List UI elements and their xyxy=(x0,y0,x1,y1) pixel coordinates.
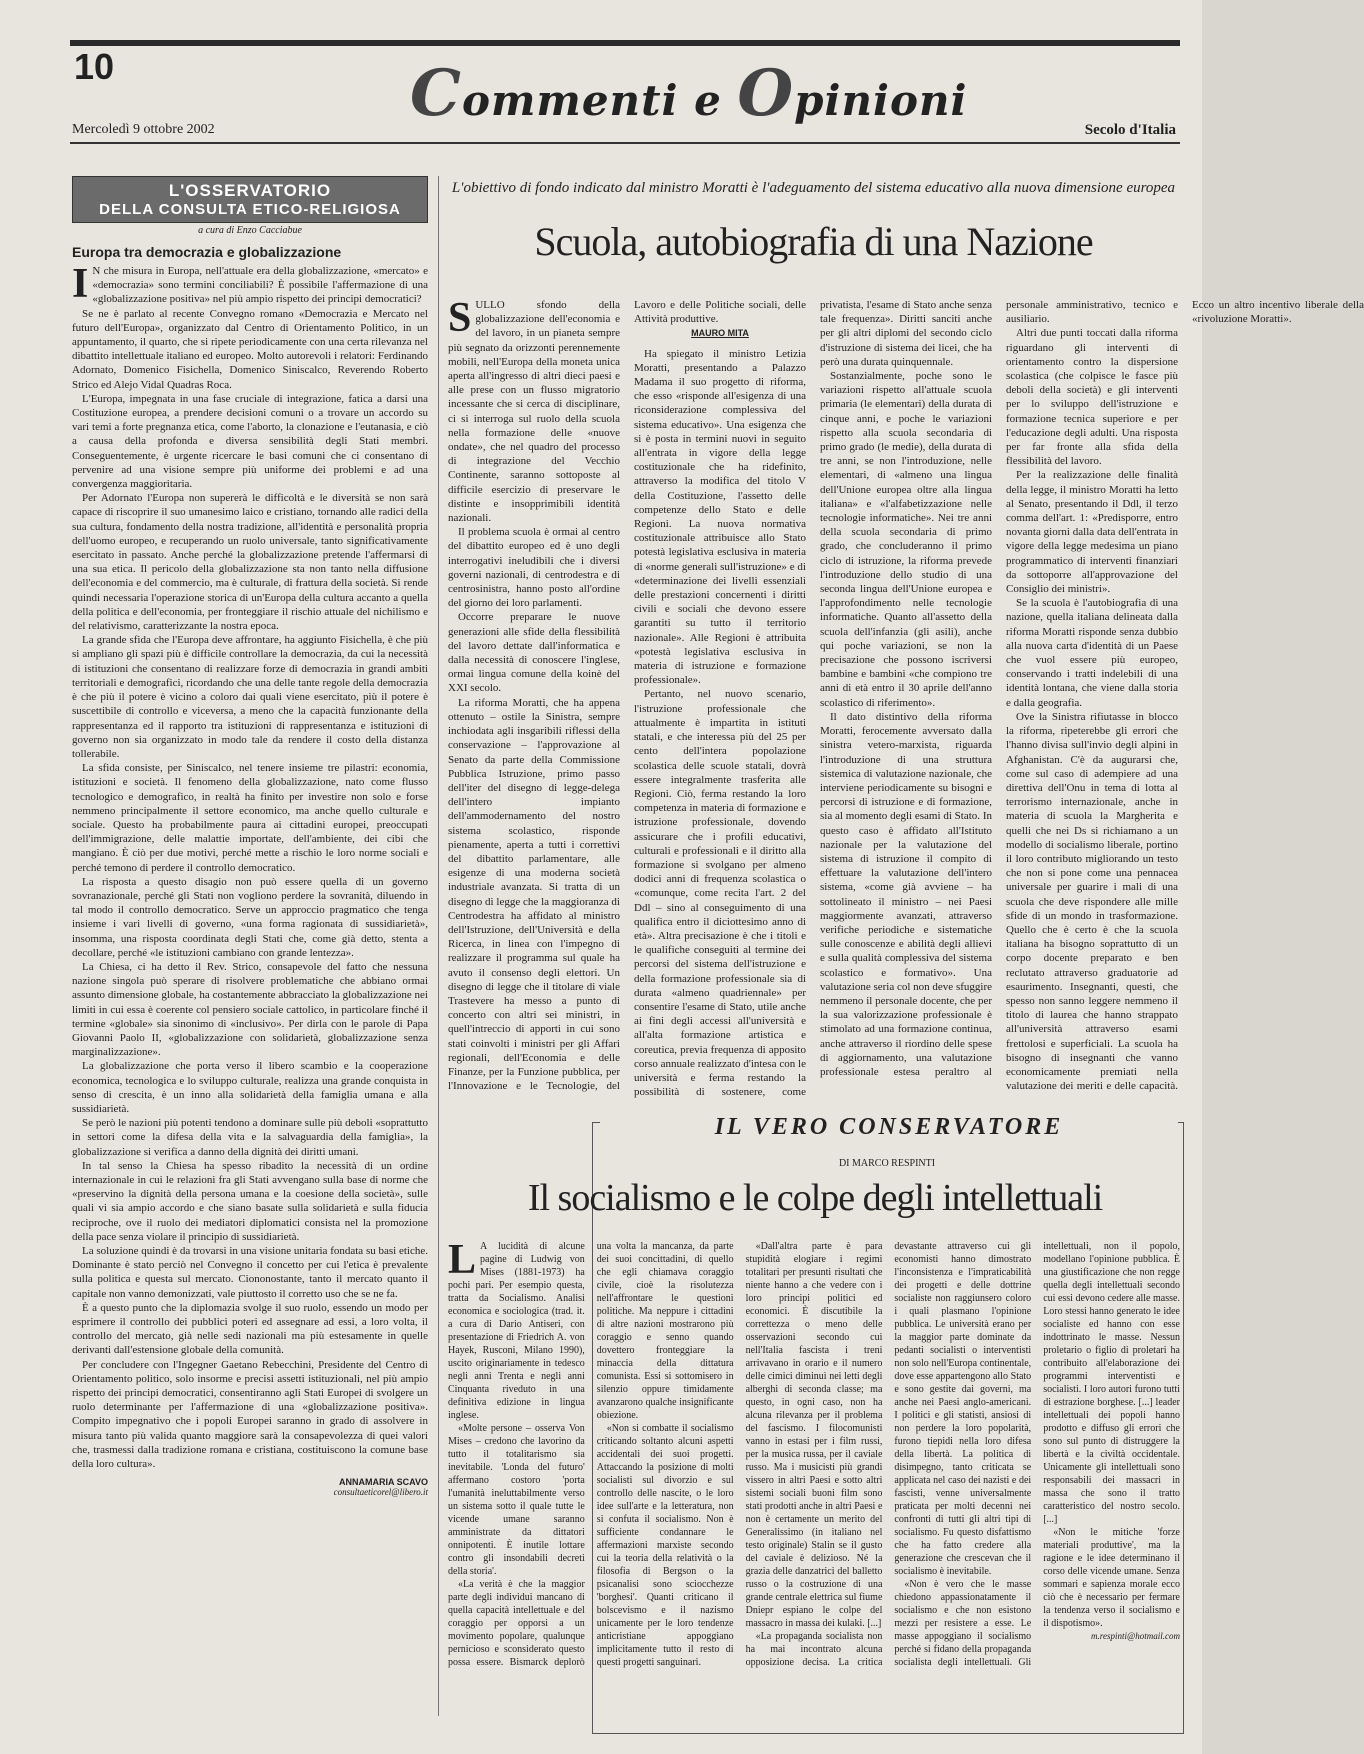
box-paragraph: «Dall'altra parte è para stupidità elogiare i regimi totalitari per presunti risultati che niente hanno a che vedere con i loro principi politici ed economici. È discutibile la correttezza o meno delle osservazioni secondo cui nell'Italia fascista i treni arrivavano in orario e il numero delle cimici diminuì nei letti degli alberghi di seconda classe; ma questo, in ogni caso, non ha alcuna rilevanza per il problema del fascismo. I filocomunisti vanno in estasi per i film russi, per la musica russa, per il caviale russo. Ma i musicisti più grandi vissero in altri Paesi e sotto altri sistemi sociali buoni film sono stati prodotti anche in altri Paesi e non è certamente un merito del Generalissimo (in italiano nel testo originale) Stalin se il gusto del caviale è delizioso. Né la grazia delle danzatrici del balletto russo o la costruzione di una grande centrale elettrica sul fiume Dniepr espiano le colpe del massacro in massa dei kulaki. [...] xyxy=(745,1241,883,1629)
main-paragraph: La riforma Moratti, che ha appena ottenuto – ostile la Sinistra, sempre inchiodata agli insgaribili riflessi della conservazione – l'approvazione al Senato da parte della Commissione Pubblica Istruzione, primo passo dell'iter del disegno di legge-delega dell'intero impianto dell'ammodernamento del nostro sistema scolastico, risponde pienamente, aperta a tutti i correttivi del dibattito parlamentare, alle esigenze di una moderna società industriale avanzata. Si tratta di un disegno di legge che la maggioranza di Centrodestra ha affidato al ministro dell'Istruzione, dell'Università e della Ricerca, in linea con l'impegno di realizzare il programma sul quale ha avuto il consenso degli elettori. Un disegno di legge che il titolare di viale Trastevere ha messo a punto di concerto con altri sei ministri, in quell'intreccio di apporti in cui sono stati coinvolti i ministri per gli Affari regionali, dell'Economia e delle Finanze, per la Funzione pubblica, per l'Innovazione e le Tecnologie, del Lavoro e delle Politiche sociali, delle Attività produttive. xyxy=(448,299,806,1093)
left-email: consultaeticorel@libero.it xyxy=(333,1487,428,1498)
main-paragraph: Ha spiegato il ministro Letizia Moratti, presentando a Palazzo Madama il suo progetto di riforma, che esso «risponde all'esigenza di una riconsiderazione complessiva del sistema educativo». Una esigenza che si è posta in termini nuovi in seguito all'entrata in vigore della legge costituzionale che ha ridefinito, attraverso la modifica del titolo V della Costituzione, l'assetto delle competenze dello Stato e delle Regioni. La nuova normativa costituzionale attribuisce allo Stato potestà legislativa esclusiva in materia di «norme generali sull'istruzione» e di «determinazione dei livelli essenziali delle prestazioni concernenti i diritti civili e sociali che devono essere garantiti su tutto il territorio nazionale». Alle Regioni è attribuita «potestà legislativa esclusiva in materia di istruzione e formazione professionale». xyxy=(634,347,806,687)
column-separator xyxy=(438,176,439,1716)
box-body xyxy=(448,1237,1180,1720)
main-paragraph: Per la realizzazione delle finalità della legge, il ministro Moratti ha letto al Senato, presentando il Ddl, il terzo comma dell'art. 1: «Predisporre, entro novanta giorni dalla data dell'entrata in vigore della legge medesima un piano programmatico di interventi finanziari da sottoporre all'approvazione del Consiglio dei ministri». xyxy=(1006,469,1178,596)
left-paragraph: Se ne è parlato al recente Convegno romano «Democrazia e Mercato nel futuro dell'Europa», organizzato dal Centro di Orientamento Politico, in un appuntamento, il quarto, che si ripete periodicamente con una certa rilevanza nel dibattito intellettuale italiano ed europeo. Molto autorevoli i relatori: Ferdinando Adornato, Domenico Fisichella, Domenico Siniscalco, Reverendo Roberto Strico ed Alejo Vidal Quadras Roca. xyxy=(72,307,428,391)
top-rule xyxy=(70,40,1180,46)
box-paragraph: «Non le mitiche 'forze materiali produttive', ma la ragione e le idee determinano il corso delle vicende umane. Senza sommari e sapienza morale ecco ciò che è necessario per fermare la tendenza verso il socialismo e il dispotismo». xyxy=(1043,1527,1180,1629)
main-paragraph: Sostanzialmente, poche sono le variazioni rispetto all'attuale scuola primaria (le elementari) della durata di cinque anni, e poche le variazioni rispetto alla scuola secondaria di primo grado (le medie), della durata di tre anni, se non l'introduzione, nelle elementari, di «almeno una lingua dell'Unione europea oltre alla lingua italiana» e «l'alfabetizzazione nelle tecnologie informatiche». Nei tre anni della scuola secondaria di primo grado, che concluderanno il primo ciclo di istruzione, la riforma prevede l'introduzione dello studio di una seconda lingua dell'Unione europea e l'approfondimento nelle tecnologie informatiche. Quanto all'assetto della scuola dell'infanzia (gli asili), anche qui poche variazioni, se non la precisazione che possono iscriversi bambine e bambini «che compiono tre anni di età entro il 30 aprile dell'anno scolastico di riferimento». xyxy=(820,370,992,709)
main-paragraph: Il dato distintivo della riforma Moratti, ferocemente avversato dalla sinistra vetero-marxista, riguarda l'introduzione di una struttura sistemica di valutazione nazionale, che interviene periodicamente su bisogni e percorsi di istruzione e di formazione, sia al momento degli esami di Stato. In questo caso è affidato all'Istituto nazionale per la valutazione del sistema di istruzione il compito di effettuare la valutazione dell'intero sistema, «come già avviene – ha sottolineato il ministro – nei Paesi maggiormente avanzati, attraverso verifiche periodiche e sistematiche sulle conoscenze e abilità degli allievi e sulla qualità complessiva del sistema scolastico e formativo». Una valutazione seria col non deve sfuggire nemmeno il personale docente, che per la sua valorizzazione professionale è stimolato ad una formazione continua, anche attraverso il riordino delle spese di aggiornamento, una valutazione professionale estesa peraltro al personale amministrativo, tecnico e ausiliario. xyxy=(820,299,1178,1078)
observatory-box xyxy=(72,176,428,223)
left-paragraph: Per Adornato l'Europa non supererà le difficoltà e le diversità se non sarà capace di riscoprire il suo umanesimo laico e cristiano, tornando alle radici della sua cultura, fondamento della nostra tradizione, all'identità e personalità propria dell'uomo europeo, e recuperando un ruolo universale, tanto significativamente esercitato in passato. Anche perché la globalizzazione pretende l'affermarsi di una sua etica. Il pericolo della globalizzazione sta non tanto nella diffusione dell'economia e del commercio, ma è culturale, di frattura della società. Si rende quindi necessaria l'operazione storica di un'Europa della cultura accanto a quella della politica e dell'economia, per fronteggiare il rischio attuale del nichilismo e del relativismo, caratterizzante la nostra epoca. xyxy=(72,492,428,633)
left-paragraph: La grande sfida che l'Europa deve affrontare, ha aggiunto Fisichella, è che più si ampliano gli spazi più è difficile controllare la democrazia, da cui la necessità di istituzioni che consentano di realizzare forze di democrazia in grandi ambiti territoriali e demografici, ricordando che una delle tante regole della democrazia è che più il potere è vicino a coloro dai quali viene esercitato, più il potere è suscettibile di controllo e viceversa, a meno che la capacità funzionante della rappresentanza ed il rapporto tra istituzioni di rappresentanza e istituzioni di governo non sia organizzato in modo tale da rendere il costo della distanza tollerabile. xyxy=(72,634,428,760)
main-text xyxy=(448,295,1364,1106)
newspaper-name: Secolo d'Italia xyxy=(1084,122,1176,138)
issue-date: Mercoledì 9 ottobre 2002 xyxy=(72,122,215,137)
left-body xyxy=(72,261,428,1471)
left-paragraph: La Chiesa, ci ha detto il Rev. Strico, consapevole del fatto che nessuna nazione singola può sperare di risolvere problematiche che abbiano ormai assunto dimensione globale, ha costantemente abbracciato la globalizzazione nei limiti in cui essa è coerente col pensiero sociale cattolico, in particolare finché il termine «globale» sia sinonimo di «inclusivo». Per dirla con le parole di Papa Giovanni Paolo II, «globalizzazione con solidarietà, globalizzazione senza marginalizzazione». xyxy=(72,960,428,1059)
box-text xyxy=(448,1237,1180,1669)
main-paragraph: Pertanto, nel nuovo scenario, l'istruzione professionale che attualmente è impartita in istituti statali, e che interessa più del 25 per cento dell'intera popolazione scolastica delle scuole statali, dovrà essere integralmente trasferita alle Regioni. Ciò, ferma restando la loro competenza in materia di formazione e istruzione professionale, dovendo assicurare che i profili educativi, culturali e professionali e il diritto alla formazione si svolgano per almeno dodici anni di frequenza scolastica o «comunque, come recita l'art. 2 del Ddl – sino al conseguimento di una qualifica entro il diciottesimo anno di età». Altra precisazione è che i titoli e le qualifiche conseguiti al termine dei percorsi del sistema dell'istruzione e della formazione professionale sia di durata «almeno quadriennale» per consentire l'esame di Stato, utile anche ai fini degli accessi all'università e all'alta formazione artistica e coreutica, previa frequenza di apposito corso annuale realizzato d'intesa con le università e ferma restando la possibilità di sostenere, come privatista, l'esame di Stato anche senza tale frequenza». Diritti sanciti anche per gli altri diplomi del secondo ciclo d'istruzione di sistema dei licei, che ha però una durata quinquennale. xyxy=(634,299,992,1099)
main-paragraph: Altri due punti toccati dalla riforma riguardano gli interventi di orientamento contro la dispersione scolastica (che colpisce le fasce più deboli della società) e gli interventi per lo sviluppo dell'istruzione e formazione tecnica superiore e per l'educazione degli adulti. Una risposta per far fronte alla sfida della flessibilità del lavoro. xyxy=(1006,327,1178,468)
left-headline: Europa tra democrazia e globalizzazione xyxy=(72,244,342,260)
section-title-part2: pinioni xyxy=(794,76,968,125)
left-paragraph: La globalizzazione che porta verso il libero scambio e la cooperazione economica, tecnologica e lo sviluppo culturale, realizza una grande conquista in senso di crescita, è un inno alla solidarietà della famiglia umana e alla sussidiarietà. xyxy=(72,1060,428,1115)
main-title: Scuola, autobiografia di una Nazione xyxy=(534,219,1093,264)
box-paragraph: «La verità è che la maggior parte degli individui mancano di quella capacità intellettuale e del coraggio per opporsi a un movimento popolare, qualunque pernicioso e sconsiderato questo possa essere. Bismarck deplorò una volta la mancanza, da parte dei suoi concittadini, di quello che egli chiamava coraggio civile, cioè la risolutezza nell'affrontare le questioni politiche. Ma neppure i cittadini di altre nazioni mostrarono più coraggio e senno quando dovettero fronteggiare la minaccia della dittatura comunista. Essi si sottomisero in silenzio oppure timidamente avanzarono qualche insignificante obiezione. xyxy=(448,1241,734,1668)
box-email: m.respinti@hotmail.com xyxy=(1091,1631,1180,1641)
box-paragraph: «Non si combatte il socialismo criticando soltanto alcuni aspetti accidentali dei suoi progetti. Attaccando la posizione di molti socialisti sul divorzio e sul controllo delle nascite, o le loro idee sull'arte e la letteratura, non si confuta il socialismo. Non è sufficiente condannare le affermazioni marxiste secondo cui la teoria della relatività o la filosofia di Bergson o la psicanalisi sono sciocchezze 'borghesi'. Quanti criticano il bolscevismo e il nazismo unicamente per le loro tendenze anticristiane appoggiano implicitamente tutto il resto di questi progetti sanguinari. xyxy=(596,1423,734,1668)
curator-line: a cura di Enzo Cacciabue xyxy=(198,225,302,236)
section-title xyxy=(410,56,968,131)
left-paragraph: Per concludere con l'Ingegner Gaetano Rebecchini, Presidente del Centro di Orientamento politico, solo insorme e precisi assetti istituzionali, nel più ampio rispetto dei principi democratici, consentiranno agli Stati Europei di svolgere un ruolo determinante per l'affermazione di una «globalizzazione positiva». Compito impegnativo che i popoli Europei saranno in grado di assolvere in misura tanto più valida quanto maggiore sarà la consapevolezza di quei valori che, trasmessi dalla tradizione romana e cristiana, costituiscono la comune base della loro cultura». xyxy=(72,1358,428,1471)
left-paragraph: Se però le nazioni più potenti tendono a dominare sulle più deboli «soprattutto in settori come la difesa della vita e la salvaguardia della famiglia», la globalizzazione si verifica a danno della dignità dei diritti umani. xyxy=(72,1117,428,1158)
left-paragraph: La sfida consiste, per Siniscalco, nel tenere insieme tre pilastri: economia, istituzioni e società. Il fenomeno della globalizzazione, nato come flusso tecnologico e demografico, in realtà ha finito per investire non solo e forse nemmeno principalmente il settore economico, ma anche quello culturale e sociale. Questo ha probabilmente paura ai cittadini europei, preoccupati dell'immigrazione, delle malattie importate, dell'ambiente, dei cibi che mangiano. È ciò per due motivi, perché mette a rischio le loro norme sociali e perché temono di perdere il controllo democratico. xyxy=(72,762,428,874)
main-paragraph: Se la scuola è l'autobiografia di una nazione, quella italiana delineata dalla riforma Moratti risponde senza dubbio alla nuova carta d'identità di un Paese che vuol essere più europeo, conservando i tratti indelebili di una identità lontana, che viene dalla storia e dalla geografia. xyxy=(1006,597,1178,709)
page-number: 10 xyxy=(74,46,115,87)
box-paragraph: «La propaganda socialista non ha mai incontrato alcuna opposizione decisa. La critica devastante attraverso cui gli economisti hanno dimostrato l'inconsistenza e l'impraticabilità dei progetti e delle dottrine socialiste non raggiunsero coloro i quali plasmano l'opinione pubblica. Le università erano per la maggior parte dominate da pedanti socialisti o interventisti non solo nell'Europa continentale, dove esse appartengono allo Stato e sono gestite dai governi, ma anche nei Paesi anglo-americani. I politici e gli statisti, ansiosi di non perdere la loro popolarità, furono tiepidi nella loro difesa della libertà. La politica di disimpegno, tanto criticata se applicata nel caso dei nazisti e dei fascisti, venne universalmente praticata per molti decenni nei confronti di tutti gli altri tipi di socialismo. Fu questo disfattismo che ha fatto credere alla generazione che crescevan che il socialismo è inevitabile. xyxy=(745,1241,1032,1668)
header-rule xyxy=(70,142,1180,144)
box-title: Il socialismo e le colpe degli intellettuali xyxy=(527,1177,1103,1219)
left-paragraph: La risposta a questo disagio non può essere quella di un governo sovranazionale, perché gli Stati non vogliono perdere la sovranità, diluendo in tal modo il controllo democratico. Serve un approccio pragmatico che tenga insieme i vari livelli di governo, «una forma ragionata di sussidiarietà», insomma, una risposta coordinata degli Stati che, come già detto, stenta a decollare, perché «le istituzioni cambiano con grande lentezza». xyxy=(72,875,428,959)
main-author: MAURO MITA xyxy=(691,328,749,339)
box-paragraph: A lucidità di alcune pagine di Ludwig von Mises (1881-1973) ha pochi pari. Per esempio questa, tratta da Socialismo. Analisi economica e sociologica (trad. it. a cura di Dario Antiseri, con presentazione di Friedrich A. von Hayek, Rusconi, Milano 1990), uscito originariamente in tedesco negli anni Trenta e negli anni Cinquanta riveduto in una definitiva edizione in lingua inglese. xyxy=(448,1241,585,1421)
box-header: IL VERO CONSERVATORE xyxy=(600,1114,1178,1141)
left-signature: ANNAMARIA SCAVO xyxy=(339,1477,428,1488)
left-paragraph: La soluzione quindi è da trovarsi in una visione unitaria fondata su basi etiche. Dominante è stato perciò nel Convegno il concetto per cui l'etica è prevalente sulla politica e questa sul mercato. Ciononostante, tanto il mercato quanto il capitale non vanno demonizzati, vale piuttosto il corretto uso che se ne fa. xyxy=(72,1245,428,1300)
box-author: DI MARCO RESPINTI xyxy=(838,1158,936,1169)
main-dropcap: S xyxy=(448,295,472,341)
left-column-article xyxy=(72,176,428,1716)
main-paragraph: ULLO sfondo della globalizzazione dell'economia e del lavoro, in un pianeta sempre più segnato da orizzonti perennemente mobili, nell'Europa della moneta unica aperta all'ingresso di altri dieci paesi e alle prese con un flusso migratorio incessante che si cerca di disciplinare, ci si interroga sul ruolo della scuola nella formazione delle «nuove ondate», che nel quadro del processo di integrazione del Vecchio Continente, saranno sottoposte al difficile esercizio di preservare le distinte e insopprimibili identità nazionali. xyxy=(448,299,620,525)
left-paragraph: N che misura in Europa, nell'attuale era della globalizzazione, «mercato» e «democrazia» sono termini conciliabili? È possibile l'affermazione di una «globalizzazione positiva» nel più ampio rispetto dei principi democratici? xyxy=(92,265,428,306)
left-dropcap: I xyxy=(72,261,89,307)
left-paragraph: L'Europa, impegnata in una fase cruciale di integrazione, fatica a darsi una Costituzione europea, a prendere decisioni comuni o a trovare un accordo su vari temi a forte pregnanza etica, come l'aborto, la clonazione e l'eutanasia, e ciò a causa della profonda e diversa sensibilità degli Stati membri. Conseguentemente, è urgente ricercare le basi comuni che ci consentano di pervenire ad una visione sempre più uniforme dei problemi e ad una convergenza maggioritaria. xyxy=(72,392,428,491)
main-paragraph: Occorre preparare le nuove generazioni alle sfide della flessibilità del lavoro dettate dall'informatica e dalla necessità di conoscere l'inglese, ormai lingua comune della koinè del XXI secolo. xyxy=(448,611,620,695)
box-dropcap: L xyxy=(448,1237,477,1283)
observatory-subtitle: DELLA CONSULTA ETICO-RELIGIOSA xyxy=(99,201,401,218)
section-title-initial-c: C xyxy=(410,56,462,131)
section-title-initial-o: O xyxy=(737,56,795,131)
main-paragraph: Il problema scuola è ormai al centro del dibattito europeo ed è uno degli interrogativi ineludibili che i diversi governi nazionali, di centrodestra e di centrosinistra, hanno posto all'ordine del giorno dei loro parlamenti. xyxy=(448,526,620,610)
left-paragraph: In tal senso la Chiesa ha spesso ribadito la necessità di un ordine internazionale in cui le relazioni fra gli Stati avvengano sulla base di norme che «preservino la dignità della persona umana e la coesione della società», sulle quali vi sia ampio accordo e che siano basate sulla solidarietà e sulla fiducia reciproche, ove il ruolo dei mediatori diplomatici consista nel la promozione della pace senza violare il principio di sussidiarietà. xyxy=(72,1159,428,1243)
observatory-title: L'OSSERVATORIO xyxy=(168,181,332,200)
box-paragraph: «Non è vero che le masse chiedono appassionatamente il socialismo e che non esistono mezzi per resistere a esse. Le masse appoggiano il socialismo perché si fidano della propaganda socialista degli intellettuali. Gli intellettuali, non il popolo, modellano l'opinione pubblica. È una giustificazione che non regge quella degli intellettuali secondo cui essi devono cedere alle masse. Loro stessi hanno generato le idee socialiste ed hanno con esse indottrinato le masse. Nessun proletario o figlio di proletari ha contribuito all'elaborazione dei programmi interventisti e socialisti. I loro autori furono tutti di estrazione borghese. [...] leader intellettuali dei popoli hanno prodotto e diffuso gli errori che sono sul punto di distruggere la libertà e la civiltà occidentale. Unicamente gli intellettuali sono responsabili dei massacri in massa che sono il tratto caratteristico del nostro secolo. [...] xyxy=(894,1241,1180,1668)
box-paragraph: «Molte persone – osserva Von Mises – credono che lavorino da tutto il totalitarismo sia inevitabile. 'Londa del futuro' affermano costoro 'porta l'umanità ineluttabilmente verso un sistema sotto il quale tutte le vicende umane saranno amministrate da dittatori onnipotenti. È inutile lottare contro gli insondabili decreti della storia'. xyxy=(448,1423,585,1577)
left-paragraph: È a questo punto che la diplomazia svolge il suo ruolo, essendo un modo per esprimere il controllo dei pubblici poteri ed assegnare ad essi, a loro volta, il controllo del mercato, già nelle sedi nazionali ma più estesamente in quelle derivanti dall'estensione globale della comunità. xyxy=(72,1301,428,1357)
main-paragraph: Ove la Sinistra rifiutasse in blocco la riforma, ripeterebbe gli errori che l'hanno divisa sull'invio degli alpini in Afghanistan. C'è da augurarsi che, come sul caso di adempiere ad una direttiva dell'Onu in tema di lotta al terrorismo internazionale, anche in materia di scuola la Margherita e quelli che nei Ds si richiamano a un modello di socialismo liberale, portino il loro contributo migliorando un testo che non si pone come una pennacea universale per guarire i mali di una scuola che deve rispondere alle mille sfide di un mondo in trasformazione. Quello che è certo è che la scuola italiana ha bisogno soprattutto di un corpo docente preparato e ben reclutato attraverso graduatorie ad esaurimento. Insegnanti, questi, che spesso non sanno leggere nemmeno il titolo di laurea che hanno strappato all'università attraverso esami frettolosi e superficiali. La scuola ha bisogno di insegnanti che vanno economicamente premiati nella valutazione dei meriti e delle capacità. Ecco un altro incentivo liberale della «rivoluzione Moratti». xyxy=(1006,299,1364,1093)
main-body xyxy=(448,295,1364,1106)
main-kicker: L'obiettivo di fondo indicato dal ministro Moratti è l'adeguamento del sistema educativo alla nuova dimensione europea xyxy=(451,180,1176,196)
section-title-part1: ommenti e xyxy=(461,76,738,125)
